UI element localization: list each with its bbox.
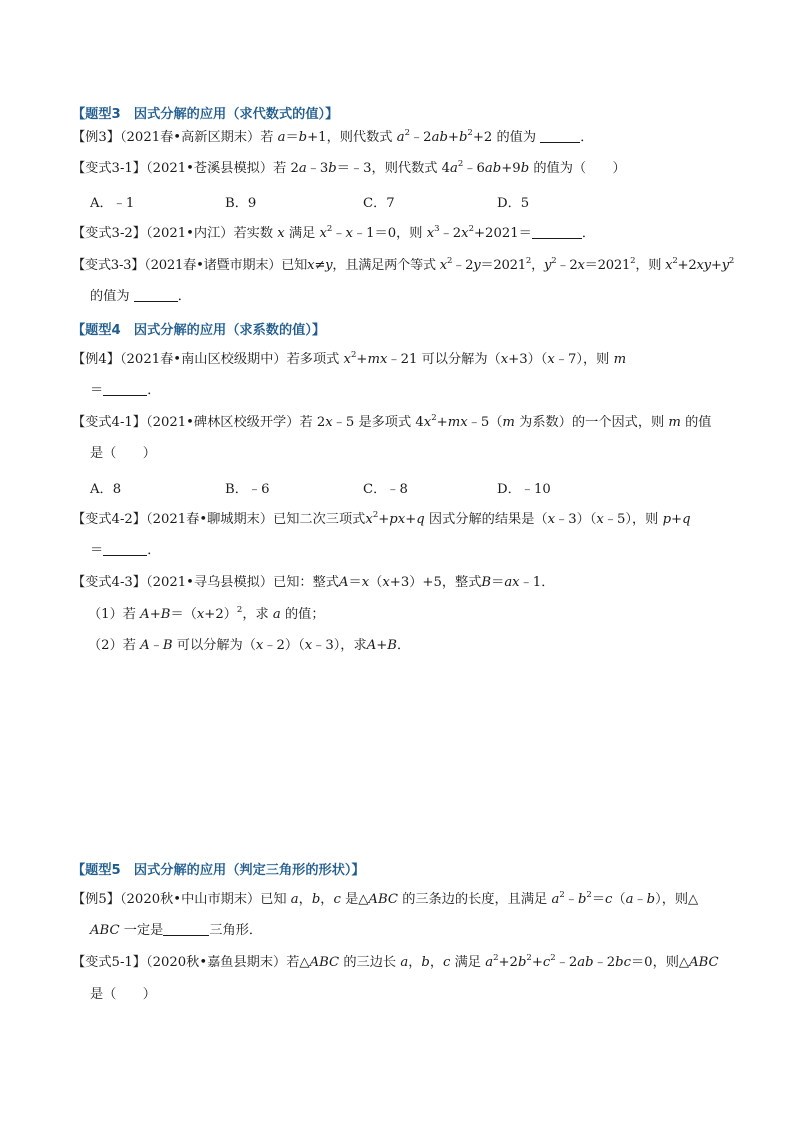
- variant-3-3-line2: 的值为 ．: [90, 289, 191, 304]
- variant-3-3: 【变式3-3】（2021春•诸暨市期末）已知x≠y，且满足两个等式 $x^2﹣2y=2021^2$，$y^2﹣2x=2021^2$，则 $x^2+2xy+y^2$: [72, 255, 735, 273]
- example-3: 【例3】（2021春•高新区期末）若 a＝b+1，则代数式 $a^2﹣2ab+b^2+2$ 的值为 ．: [72, 127, 594, 145]
- variant-4-3-part2: （2）若 A﹣B 可以分解为（x﹣2）（x﹣3），求A+B．: [88, 638, 411, 653]
- example-5: 【例5】（2020秋•中山市期末）已知 a，b，c 是△ABC 的三条边的长度，且满足 $a^2﹣b^2=c(a﹣b)$，则△: [72, 889, 699, 907]
- option-c: C．7: [363, 196, 395, 211]
- answer-blank: [163, 923, 209, 936]
- source-label: （2021春•南山区校级期中）: [119, 352, 287, 367]
- section-heading-5: 【题型5 因式分解的应用（判定三角形的形状）】: [72, 863, 365, 878]
- example-tag: 【变式3-1】: [72, 161, 146, 176]
- source-label: （2020秋•嘉鱼县期末）: [146, 955, 287, 970]
- example-tag: 【变式4-1】: [72, 415, 146, 430]
- source-label: （2021春•高新区期末）: [119, 130, 261, 145]
- example-tag: 【变式3-3】: [72, 258, 145, 273]
- option-d: D．﹣10: [497, 482, 551, 497]
- example-tag: 【例5】: [72, 892, 120, 907]
- section-heading-4: 【题型4 因式分解的应用（求系数的值）】: [72, 323, 326, 338]
- answer-blank: [134, 289, 178, 302]
- example-tag: 【变式3-2】: [72, 226, 146, 241]
- option-b: B．﹣6: [225, 482, 270, 497]
- variant-4-1-line2: 是（ ）: [90, 446, 156, 461]
- section-heading-3: 【题型3 因式分解的应用（求代数式的值）】: [72, 107, 339, 122]
- answer-blank: [532, 226, 582, 239]
- option-d: D．5: [497, 196, 530, 211]
- option-a: A．﹣1: [90, 196, 135, 211]
- source-label: （2021•内江）: [146, 226, 234, 241]
- example-4: 【例4】（2021春•南山区校级期中）若多项式 $x^2+mx﹣21$ 可以分解为（x+3）（x﹣7），则 m: [72, 349, 627, 367]
- variant-3-2: 【变式3-2】（2021•内江）若实数 x 满足 $x^2﹣x﹣1=0$，则 $x^3﹣2x^2+2021=$ ．: [72, 223, 595, 241]
- variant-4-3: 【变式4-3】（2021•寻乌县模拟）已知：整式A＝x（x+3）+5，整式B＝ax﹣1．: [72, 575, 555, 590]
- source-label: （2021•苍溪县模拟）: [146, 161, 274, 176]
- source-label: （2021•碑林区校级开学）: [146, 415, 300, 430]
- variant-4-2-line2: ＝ ．: [90, 543, 161, 558]
- source-label: （2020秋•中山市期末）: [119, 892, 261, 907]
- answer-blank: [540, 130, 580, 143]
- option-c: C．﹣8: [363, 482, 408, 497]
- answer-blank: [103, 543, 147, 556]
- variant-3-1: 【变式3-1】（2021•苍溪县模拟）若 2a﹣3b＝﹣3，则代数式 $4a^2﹣6ab+9b$ 的值为（ ）: [72, 158, 626, 176]
- example-tag: 【例3】: [72, 130, 120, 145]
- option-a: A．8: [90, 482, 122, 497]
- answer-blank: [103, 383, 147, 396]
- option-b: B．9: [225, 196, 257, 211]
- example-4-line2: ＝ ．: [90, 383, 161, 398]
- variant-5-1-line2: 是（ ）: [90, 987, 156, 1002]
- example-tag: 【例4】: [72, 352, 120, 367]
- source-label: （2021春•聊城期末）: [146, 512, 274, 527]
- source-label: （2021春•诸暨市期末）: [144, 258, 282, 273]
- example-tag: 【变式4-2】: [72, 512, 146, 527]
- source-label: （2021•寻乌县模拟）: [146, 575, 274, 590]
- variant-5-1: 【变式5-1】（2020秋•嘉鱼县期末）若△ABC 的三边长 a，b，c 满足 $a^2+2b^2+c^2﹣2ab﹣2bc=0$，则△ABC: [72, 952, 719, 970]
- variant-4-1: 【变式4-1】（2021•碑林区校级开学）若 2x﹣5 是多项式 $4x^2+mx﹣5(m$ 为系数）的一个因式，则 m 的值: [72, 412, 712, 430]
- example-tag: 【变式4-3】: [72, 575, 146, 590]
- variant-4-2: 【变式4-2】（2021春•聊城期末）已知二次三项式$x^2+px+q$ 因式分解的结果是（x﹣3）（x﹣5），则 p+q: [72, 509, 691, 527]
- example-5-line2: ABC 一定是 三角形．: [90, 923, 263, 938]
- example-tag: 【变式5-1】: [72, 955, 146, 970]
- variant-4-3-part1: （1）若 $A+B=(x+2)^2$，求 a 的值；: [88, 604, 325, 622]
